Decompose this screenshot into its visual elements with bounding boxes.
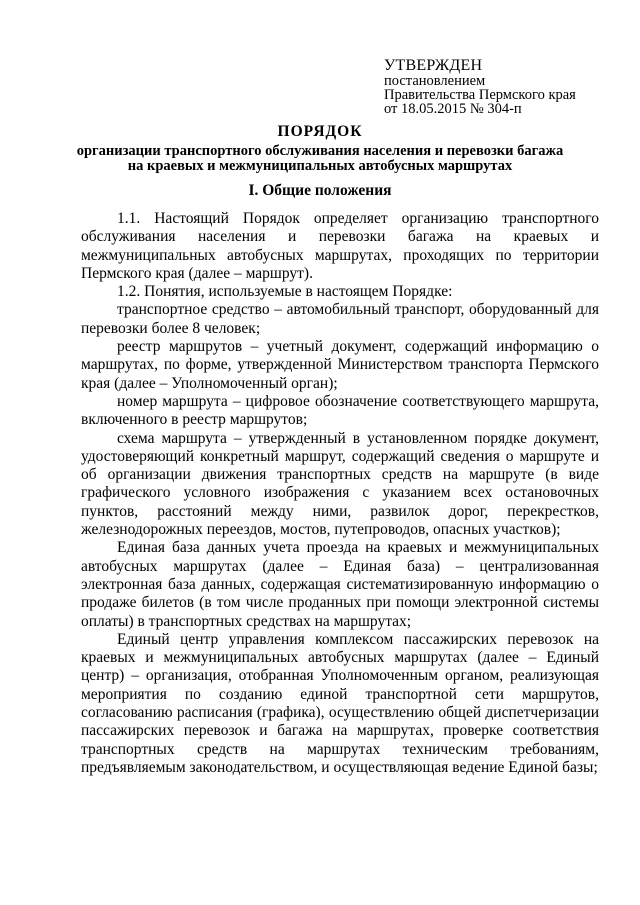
document-subtitle (0, 144, 640, 174)
approval-block (384, 58, 634, 116)
subtitle-line: на краевых и межмуниципальных автобусных маршрутах (127, 158, 513, 174)
paragraph: схема маршрута – утвержденный в установленном порядке документ, удостоверяющий конкретный маршрут, содержащий сведения о маршруте и об организации движения транспортных средств на маршруте (в виде графического условного изображения с указанием всех остановочных пунктов, расстояний между ними, развилок дорог, перекрестков, железнодорожных переездов, мостов, путепроводов, опасных участков); (81, 429, 599, 539)
paragraph: Единый центр управления комплексом пассажирских перевозок на краевых и межмуниципальных автобусных маршрутах (далее – Единый центр) – организация, отобранная Уполномоченным органом, реализующая мероприятия по созданию единой транспортной сети маршрутов, согласованию расписания (графика), осуществлению общей диспетчеризации пассажирских перевозок и багажа на маршрутах, проверке соответствия транспортных средств на маршрутах техническим требованиям, предъявляемым законодательством, и осуществляющая ведение Единой базы; (81, 630, 599, 776)
paragraph: транспортное средство – автомобильный транспорт, оборудованный для перевозки более 8 человек; (81, 301, 599, 337)
paragraph: номер маршрута – цифровое обозначение соответствующего маршрута, включенного в реестр маршрутов; (81, 392, 599, 429)
document-title: ПОРЯДОК (277, 123, 363, 140)
paragraph: 1.2. Понятия, используемые в настоящем Порядке: (117, 283, 453, 301)
subtitle-line: организации транспортного обслуживания населения и перевозки багажа (76, 143, 564, 159)
document-body (81, 210, 599, 777)
paragraph: реестр маршрутов – учетный документ, содержащий информацию о маршрутах, по форме, утвержденной Министерством транспорта Пермского края (далее – Уполномоченный орган); (81, 338, 599, 392)
paragraph: Единая база данных учета проезда на краевых и межмуниципальных автобусных маршрутах (далее – Единая база) – централизованная электронная база данных, содержащая систематизированную информацию о продаже билетов (в том числе проданных при помощи электронной системы оплаты) в транспортных средствах на маршрутах; (81, 539, 599, 630)
approval-date-number: от 18.05.2015 № 304-п (384, 101, 522, 117)
paragraph: 1.1. Настоящий Порядок определяет организацию транспортного обслуживания населения и перевозки багажа на краевых и межмуниципальных автобусных маршрутах, проходящих по территории Пермского края (далее – маршрут). (81, 210, 599, 282)
approval-line: Правительства Пермского края (384, 87, 576, 103)
approval-line: постановлением (384, 73, 486, 89)
approval-stamp: УТВЕРЖДЕН (384, 57, 483, 74)
section-heading: I. Общие положения (248, 182, 392, 199)
